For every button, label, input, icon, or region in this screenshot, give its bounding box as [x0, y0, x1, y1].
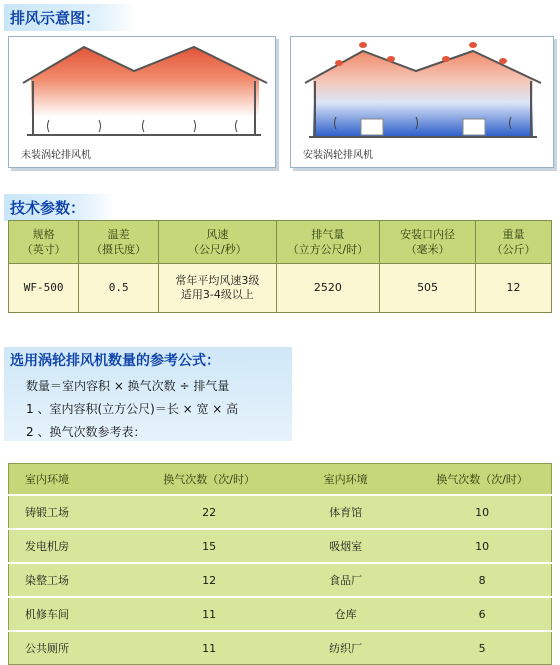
rate-cell: 15: [140, 529, 278, 563]
ref-header-env: 室内环境: [278, 464, 413, 496]
env-cell: 食品厂: [278, 563, 413, 597]
rate-cell: 11: [140, 631, 278, 665]
header-line: 重量: [502, 228, 525, 241]
tech-header-cell: [9, 221, 79, 264]
rate-cell: 8: [413, 563, 551, 597]
temp-diff-value: 0.5: [79, 264, 159, 313]
env-cell: 染整工场: [9, 563, 141, 597]
env-cell: 仓库: [278, 597, 413, 631]
header-line: （英寸）: [21, 243, 66, 256]
rate-cell: 12: [140, 563, 278, 597]
tech-header-cell: [475, 221, 551, 264]
header-line: （立方公尺/时）: [287, 243, 369, 256]
wind-speed-value: [159, 264, 276, 313]
tech-header-cell: [79, 221, 159, 264]
rate-cell: 10: [413, 529, 551, 563]
table-row: [9, 631, 552, 665]
env-cell: 机修车间: [9, 597, 141, 631]
ref-header-rate: 换气次数（次/时）: [140, 464, 278, 496]
rate-cell: 5: [413, 631, 551, 665]
tech-params-table: [8, 220, 552, 313]
diagram-with-fan: [290, 36, 554, 168]
table-row: [9, 495, 552, 529]
exhaust-value: 2520: [276, 264, 380, 313]
tech-header-cell: [159, 221, 276, 264]
env-cell: 发电机房: [9, 529, 141, 563]
rate-cell: 6: [413, 597, 551, 631]
tech-section-title: 技术参数：: [4, 194, 114, 221]
diameter-value: 505: [380, 264, 476, 313]
tech-header-cell: [380, 221, 476, 264]
formula-line-2: 1 、室内容积(立方公尺)＝长 × 宽 × 高: [26, 402, 239, 416]
formula-title: 选用涡轮排风机数量的参考公式：: [10, 353, 220, 369]
rate-cell: 11: [140, 597, 278, 631]
table-row: [9, 563, 552, 597]
ref-header-env: 室内环境: [9, 464, 141, 496]
header-line: （公斤）: [491, 243, 536, 256]
tech-header-row: [9, 221, 552, 264]
table-row: [9, 529, 552, 563]
env-cell: 体育馆: [278, 495, 413, 529]
wind-line: 常年平均风速3级: [175, 274, 260, 287]
tech-header-cell: [276, 221, 380, 264]
header-line: （公尺/秒）: [187, 243, 247, 256]
header-line: 安装口内径: [400, 228, 456, 241]
wind-line: 适用3-4级以上: [180, 288, 254, 301]
table-row: [9, 597, 552, 631]
header-line: 风速: [206, 228, 229, 241]
header-line: 规格: [32, 228, 55, 241]
env-cell: 铸锻工场: [9, 495, 141, 529]
diagram-without-fan: [8, 36, 276, 168]
weight-value: 12: [475, 264, 551, 313]
formula-line-3: 2 、换气次数参考表：: [26, 425, 146, 439]
diagram-caption-without-fan: 未装涡轮排风机: [21, 150, 91, 161]
model-value: WF-500: [9, 264, 79, 313]
formula-line-1: 数量＝室内容积 × 换气次数 ÷ 排气量: [26, 379, 230, 393]
env-cell: 纺织厂: [278, 631, 413, 665]
env-cell: 公共厕所: [9, 631, 141, 665]
air-change-reference-table: [8, 463, 552, 665]
header-line: （毫米）: [405, 243, 450, 256]
header-line: 排气量: [311, 228, 345, 241]
header-line: 温差: [107, 228, 130, 241]
ref-header-row: [9, 464, 552, 496]
rate-cell: 10: [413, 495, 551, 529]
diagram-caption-with-fan: 安装涡轮排风机: [303, 150, 373, 161]
diagram-section-title: 排风示意图：: [4, 4, 136, 31]
header-line: （摄氏度）: [91, 243, 147, 256]
formula-box: [4, 347, 292, 441]
ref-header-rate: 换气次数（次/时）: [413, 464, 551, 496]
env-cell: 吸烟室: [278, 529, 413, 563]
rate-cell: 22: [140, 495, 278, 529]
tech-data-row: [9, 264, 552, 313]
